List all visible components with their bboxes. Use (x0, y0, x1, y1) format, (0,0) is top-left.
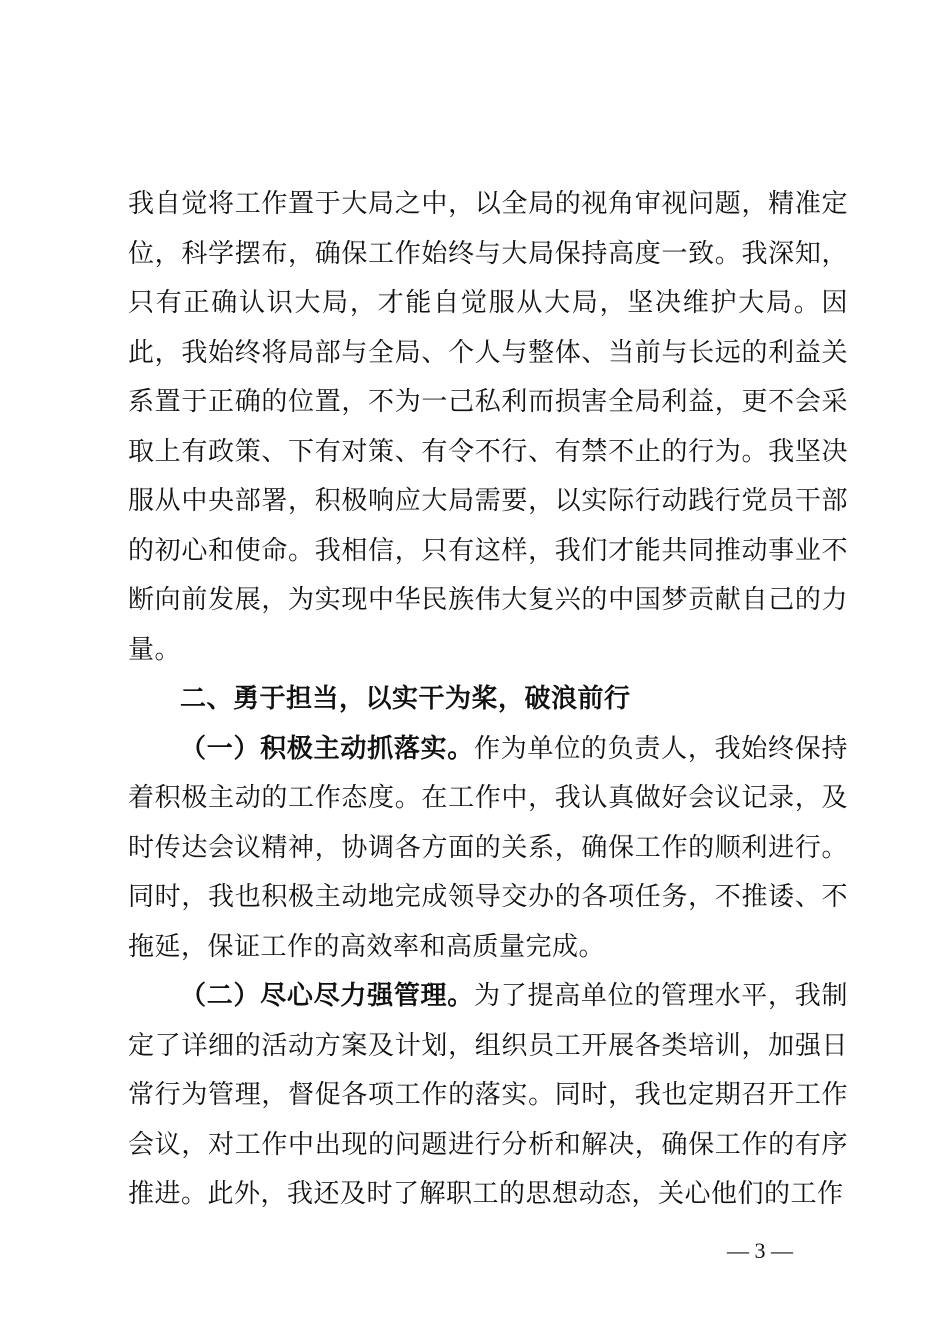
document-body (128, 180, 848, 1220)
item-2-paragraph (128, 972, 848, 1220)
paragraph-1: 我自觉将工作置于大局之中，以全局的视角审视问题，精准定位，科学摆布，确保工作始终与大局保持高度一致。我深知，只有正确认识大局，才能自觉服从大局，坚决维护大局。因此，我始终将局部与全局、个人与整体、当前与长远的利益关系置于正确的位置，不为一己私利而损害全局利益，更不会采取上有政策、下有对策、有令不行、有禁不止的行为。我坚决服从中央部署，积极响应大局需要，以实际行动践行党员干部的初心和使命。我相信，只有这样，我们才能共同推动事业不断向前发展，为实现中华民族伟大复兴的中国梦贡献自己的力量。 (128, 189, 848, 665)
section-heading: 二、勇于担当，以实干为桨，破浪前行 (180, 684, 631, 714)
item-1-text: 作为单位的负责人，我始终保持着积极主动的工作态度。在工作中，我认真做好会议记录，及时传达会议精神，协调各方面的关系，确保工作的顺利进行。同时，我也积极主动地完成领导交办的各项任务，不推诿、不拖延，保证工作的高效率和高质量完成。 (128, 733, 848, 962)
item-1-lead: （一）积极主动抓落实。 (180, 733, 475, 764)
item-1-paragraph (128, 725, 848, 973)
page-number: — 3 — (727, 1238, 793, 1263)
item-2-lead: （二）尽心尽力强管理。 (180, 981, 475, 1011)
item-2-text: 为了提高单位的管理水平，我制定了详细的活动方案及计划，组织员工开展各类培训，加强日常行为管理，督促各项工作的落实。同时，我也定期召开工作会议，对工作中出现的问题进行分析和解决，确保工作的有序推进。此外，我还及时了解职工的思想动态，关心他们的工作 (128, 981, 848, 1209)
